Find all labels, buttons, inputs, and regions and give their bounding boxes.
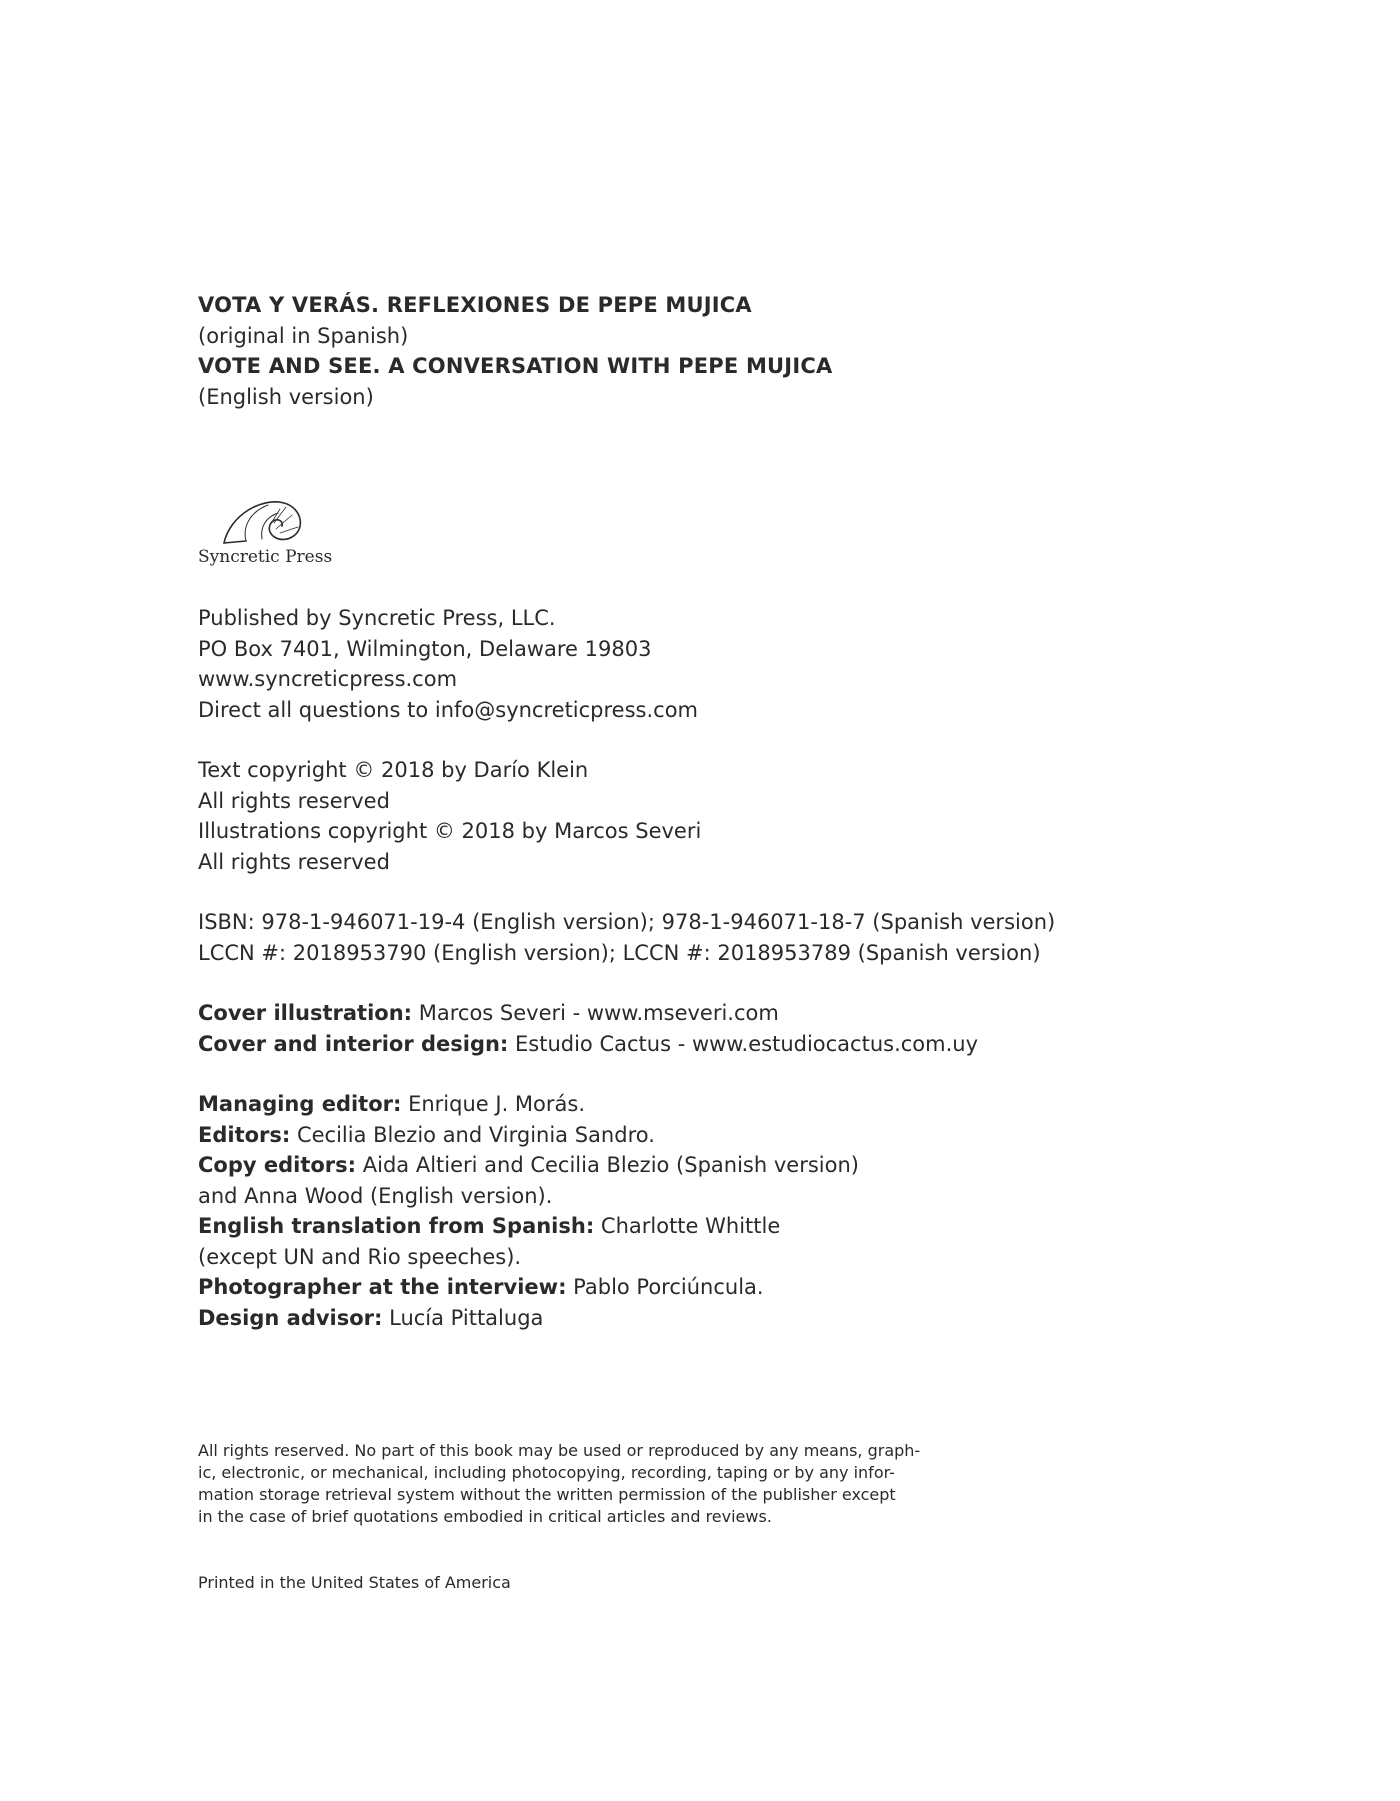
legal-line: ic, electronic, or mechanical, including photocopying, recording, taping or by any infor- [198,1463,895,1482]
copyright-page [198,290,1298,1594]
cover-illustration-credit [198,998,1298,1029]
logo-wordmark: Syncretic Press [198,547,333,567]
interior-design-credit [198,1029,1298,1060]
copyright-block [198,755,1298,877]
managing-editor-credit [198,1089,1298,1120]
credit-label: Editors: [198,1122,291,1147]
credit-label: Design advisor: [198,1305,383,1330]
title-block [198,290,1298,412]
english-note: (English version) [198,384,374,409]
nautilus-shell-icon [222,495,312,547]
publisher-website: www.syncreticpress.com [198,667,458,691]
rights-reserved: All rights reserved [198,788,390,813]
illustrations-copyright: Illustrations copyright © 2018 by Marcos Severi [198,819,702,843]
credit-value: Lucía Pittaluga [382,1305,544,1330]
credit-value: Enrique J. Morás. [401,1092,586,1116]
design-advisor-credit [198,1303,1298,1334]
credit-label: English translation from Spanish: [198,1214,595,1238]
spanish-note: (original in Spanish) [198,323,409,348]
publisher-block [198,603,1298,725]
credit-label: Photographer at the interview: [198,1275,567,1299]
credit-value: Marcos Severi - www.mseveri.com [412,1001,779,1025]
publisher-contact: Direct all questions to info@syncreticpress.com [198,697,699,722]
copy-editors-credit-continued: and Anna Wood (English version). [198,1183,553,1208]
lccn: LCCN #: 2018953790 (English version); LCCN #: 2018953789 (Spanish version) [198,940,1041,965]
publisher-address: PO Box 7401, Wilmington, Delaware 19803 [198,636,652,661]
english-title: VOTE AND SEE. A CONVERSATION WITH PEPE MUJICA [198,354,833,378]
translation-credit-continued: (except UN and Rio speeches). [198,1244,522,1269]
publisher-logo [198,495,348,575]
credit-label: Cover and interior design: [198,1031,509,1056]
copy-editors-credit [198,1150,1298,1181]
legal-line: All rights reserved. No part of this book may be used or reproduced by any means, graph- [198,1441,921,1460]
publisher-line: Published by Syncretic Press, LLC. [198,606,556,630]
rights-reserved: All rights reserved [198,849,390,874]
printed-in: Printed in the United States of America [198,1573,511,1592]
credit-value: Cecilia Blezio and Virginia Sandro. [290,1122,655,1147]
credit-value: Pablo Porciúncula. [566,1275,764,1299]
credit-value: Charlotte Whittle [594,1214,781,1238]
spanish-title: VOTA Y VERÁS. REFLEXIONES DE PEPE MUJICA [198,293,752,317]
editors-credit [198,1120,1298,1151]
isbn: ISBN: 978-1-946071-19-4 (English version); 978-1-946071-18-7 (Spanish version) [198,910,1056,934]
credit-value: Aida Altieri and Cecilia Blezio (Spanish version) [356,1153,859,1177]
credits-block [198,1089,1298,1333]
credit-value: Estudio Cactus - www.estudiocactus.com.uy [508,1031,979,1056]
design-block [198,998,1298,1059]
legal-notice [198,1440,1298,1528]
credit-label: Cover illustration: [198,1001,413,1025]
identifiers-block [198,907,1298,968]
credit-label: Managing editor: [198,1092,402,1116]
legal-line: mation storage retrieval system without the written permission of the publisher except [198,1485,896,1504]
text-copyright: Text copyright © 2018 by Darío Klein [198,758,589,782]
photographer-credit [198,1272,1298,1303]
legal-line: in the case of brief quotations embodied in critical articles and reviews. [198,1507,772,1526]
credit-label: Copy editors: [198,1153,357,1177]
translation-credit [198,1211,1298,1242]
